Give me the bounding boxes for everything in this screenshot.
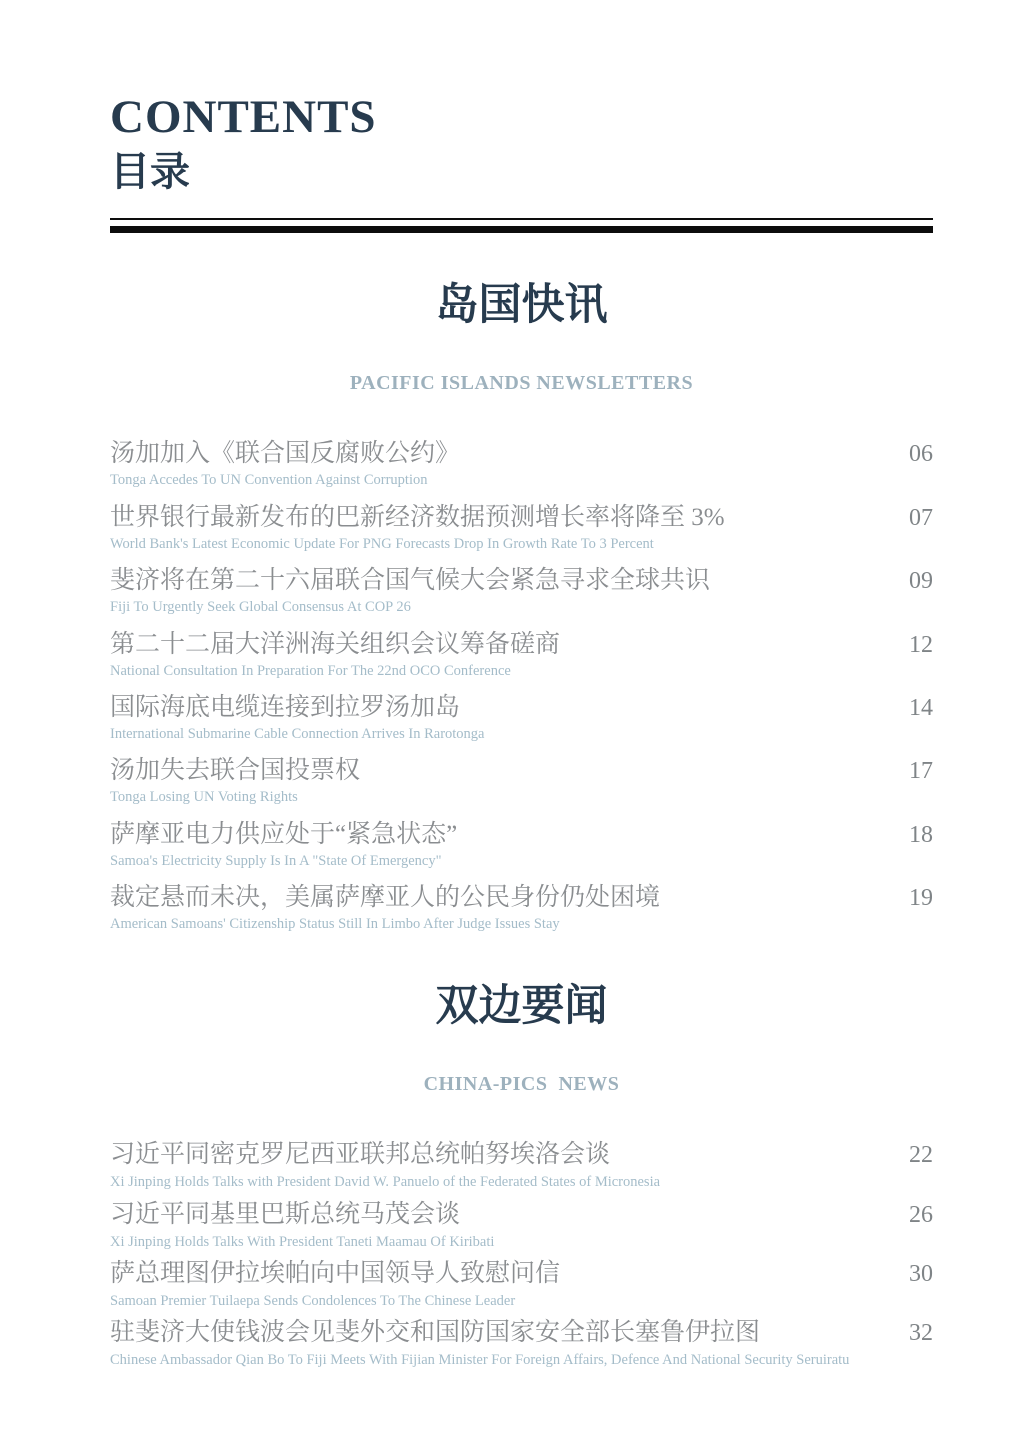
toc-entry-row xyxy=(110,630,933,660)
toc-entry xyxy=(110,439,933,489)
toc-entry-row xyxy=(110,693,933,723)
entry-title-en: American Samoans' Citizenship Status Still In Limbo After Judge Issues Stay xyxy=(110,916,560,933)
entry-title-en: Samoan Premier Tuilaepa Sends Condolences To The Chinese Leader xyxy=(110,1293,516,1310)
entry-page-number: 17 xyxy=(909,758,933,785)
divider-thin-rule xyxy=(110,218,933,220)
toc-entry xyxy=(110,1259,933,1310)
toc-entry-row xyxy=(110,439,933,469)
entry-title-zh: 国际海底电缆连接到拉罗汤加岛 xyxy=(110,694,461,721)
entry-title-en: Tonga Accedes To UN Convention Against Corruption xyxy=(110,472,428,489)
toc-entry-row xyxy=(110,1318,933,1348)
entry-title-zh: 习近平同基里巴斯总统马茂会谈 xyxy=(110,1200,461,1228)
page-header xyxy=(110,92,933,233)
entry-title-zh: 汤加加入《联合国反腐败公约》 xyxy=(110,440,461,468)
toc-entry xyxy=(110,1140,933,1191)
toc-entry xyxy=(110,820,933,870)
entry-page-number: 26 xyxy=(909,1201,933,1228)
page-title: CONTENTS xyxy=(110,91,377,143)
toc-entry xyxy=(110,1318,933,1369)
entry-title-en: National Consultation In Preparation For The 22nd OCO Conference xyxy=(110,662,511,679)
entry-page-number: 09 xyxy=(909,568,933,595)
section-title-en: CHINA-PICS NEWS xyxy=(423,1073,620,1096)
entry-title-zh: 裁定悬而未决，美属萨摩亚人的公民身份仍处困境 xyxy=(110,884,661,912)
toc-entry xyxy=(110,756,933,806)
toc-entry xyxy=(110,693,933,743)
toc-entry-row xyxy=(110,1200,933,1230)
toc-entry-row xyxy=(110,1259,933,1289)
entry-page-number: 06 xyxy=(909,441,933,468)
entry-title-zh: 萨总理图伊拉埃帕向中国领导人致慰问信 xyxy=(110,1260,561,1288)
entry-title-zh: 第二十二届大洋洲海关组织会议筹备磋商 xyxy=(110,630,561,658)
entry-title-zh: 习近平同密克罗尼西亚联邦总统帕努埃洛会谈 xyxy=(110,1141,611,1169)
entry-page-number: 32 xyxy=(909,1320,933,1347)
entry-title-en: International Submarine Cable Connection Arrives In Rarotonga xyxy=(110,726,485,742)
entry-title-zh: 汤加失去联合国投票权 xyxy=(110,757,361,785)
entry-page-number: 18 xyxy=(909,821,933,848)
toc-entry xyxy=(110,883,933,933)
toc-section xyxy=(110,980,933,1370)
toc-entry xyxy=(110,1200,933,1251)
entry-page-number: 19 xyxy=(909,885,933,912)
entry-title-zh: 斐济将在第二十六届联合国气候大会紧急寻求全球共识 xyxy=(110,567,711,595)
entry-title-zh: 驻斐济大使钱波会见斐外交和国防国家安全部长塞鲁伊拉图 xyxy=(110,1319,761,1347)
entry-title-en: Fiji To Urgently Seek Global Consensus At COP 26 xyxy=(110,599,411,616)
entry-title-zh: 萨摩亚电力供应处于“紧急状态” xyxy=(110,820,458,848)
header-divider xyxy=(110,218,933,233)
entry-page-number: 30 xyxy=(909,1261,933,1288)
toc-section xyxy=(110,279,933,934)
entry-title-en: Xi Jinping Holds Talks with President David W. Panuelo of the Federated States of Micronesia xyxy=(110,1174,661,1191)
toc-entry-row xyxy=(110,1140,933,1170)
toc-entry-row xyxy=(110,883,933,913)
entry-title-en: Chinese Ambassador Qian Bo To Fiji Meets With Fijian Minister For Foreign Affairs, Defence And National Security Seruiratu xyxy=(110,1352,850,1369)
section-title-en: PACIFIC ISLANDS NEWSLETTERS xyxy=(349,372,694,395)
toc-entry-row xyxy=(110,503,933,533)
page-title-zh: 目录 xyxy=(110,148,190,194)
entry-page-number: 22 xyxy=(909,1142,933,1169)
entry-title-en: Samoa's Electricity Supply Is In A "State Of Emergency" xyxy=(110,852,442,869)
toc-entry-row xyxy=(110,756,933,786)
entry-title-en: Xi Jinping Holds Talks With President Taneti Maamau Of Kiribati xyxy=(110,1233,495,1250)
section-entry-list xyxy=(110,439,933,933)
entry-page-number: 14 xyxy=(909,695,933,721)
entry-page-number: 07 xyxy=(909,504,933,531)
section-title-zh: 岛国快讯 xyxy=(435,281,608,329)
section-entry-list xyxy=(110,1140,933,1370)
entry-title-en: Tonga Losing UN Voting Rights xyxy=(110,789,298,806)
entry-title-en: World Bank's Latest Economic Update For PNG Forecasts Drop In Growth Rate To 3 Percent xyxy=(110,535,654,552)
toc-entry xyxy=(110,566,933,616)
divider-thick-rule xyxy=(110,226,933,233)
toc-entry-row xyxy=(110,566,933,596)
toc-entry xyxy=(110,630,933,680)
section-title-zh: 双边要闻 xyxy=(435,982,608,1030)
entry-title-zh: 世界银行最新发布的巴新经济数据预测增长率将降至 3% xyxy=(110,503,725,531)
toc-entry xyxy=(110,503,933,553)
toc-sections xyxy=(110,279,933,1370)
entry-page-number: 12 xyxy=(909,631,933,658)
toc-entry-row xyxy=(110,820,933,850)
